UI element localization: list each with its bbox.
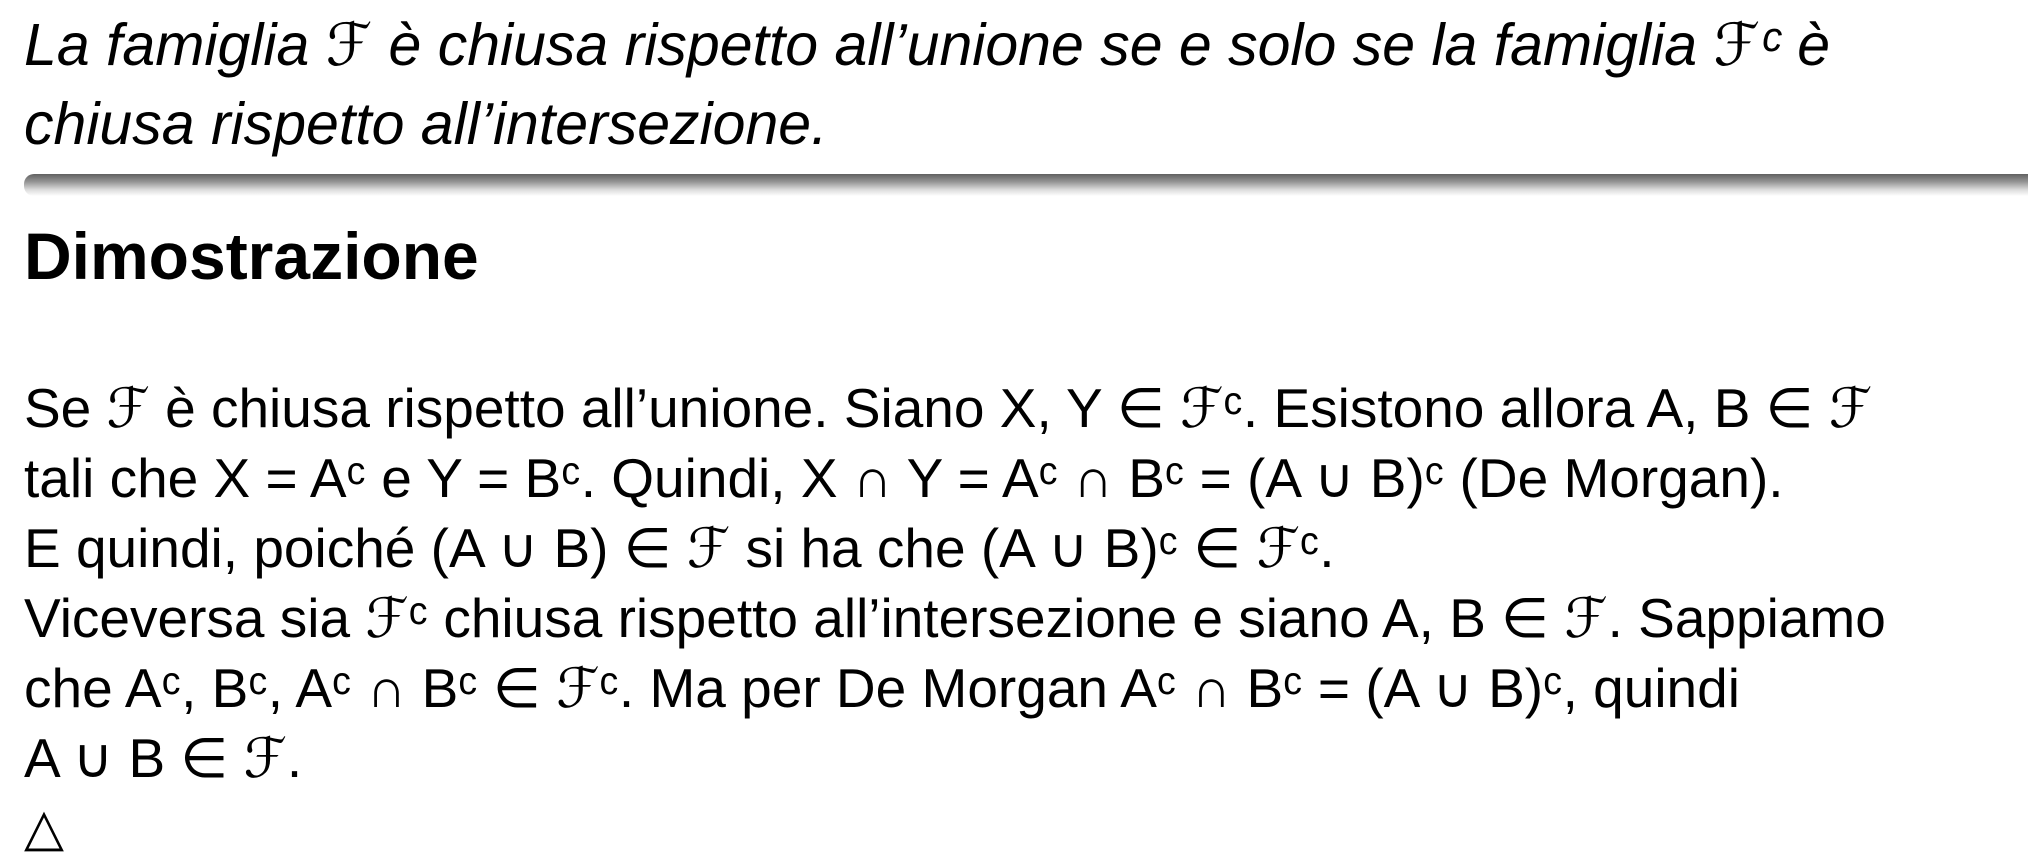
theorem-shadow-divider: [24, 174, 2028, 196]
proof-line-3: E quindi, poiché (A ∪ B) ∈ ℱ si ha che (A ∪ B)ᶜ ∈ ℱᶜ.: [24, 517, 1335, 579]
proof-line-2: tali che X = Aᶜ e Y = Bᶜ. Quindi, X ∩ Y = Aᶜ ∩ Bᶜ = (A ∪ B)ᶜ (De Morgan).: [24, 447, 1784, 509]
theorem-line-1: La famiglia ℱ è chiusa rispetto all’unione se e solo se la famiglia ℱᶜ è: [24, 12, 1831, 78]
qed-triangle-icon: △: [24, 798, 64, 858]
proof-line-1: Se ℱ è chiusa rispetto all’unione. Siano X, Y ∈ ℱᶜ. Esistono allora A, B ∈ ℱ: [24, 377, 1873, 439]
proof-line-4: Viceversa sia ℱᶜ chiusa rispetto all’intersezione e siano A, B ∈ ℱ. Sappiamo: [24, 587, 1886, 649]
theorem-block: [0, 0, 2028, 176]
theorem-line-2: chiusa rispetto all’intersezione.: [24, 91, 828, 157]
proof-body: [24, 373, 2028, 863]
proof-line-6: A ∪ B ∈ ℱ.: [24, 727, 303, 789]
theorem-statement: [24, 6, 2028, 164]
proof-line-5: che Aᶜ, Bᶜ, Aᶜ ∩ Bᶜ ∈ ℱᶜ. Ma per De Morgan Aᶜ ∩ Bᶜ = (A ∪ B)ᶜ, quindi: [24, 657, 1740, 719]
proof-title: Dimostrazione: [24, 219, 479, 293]
